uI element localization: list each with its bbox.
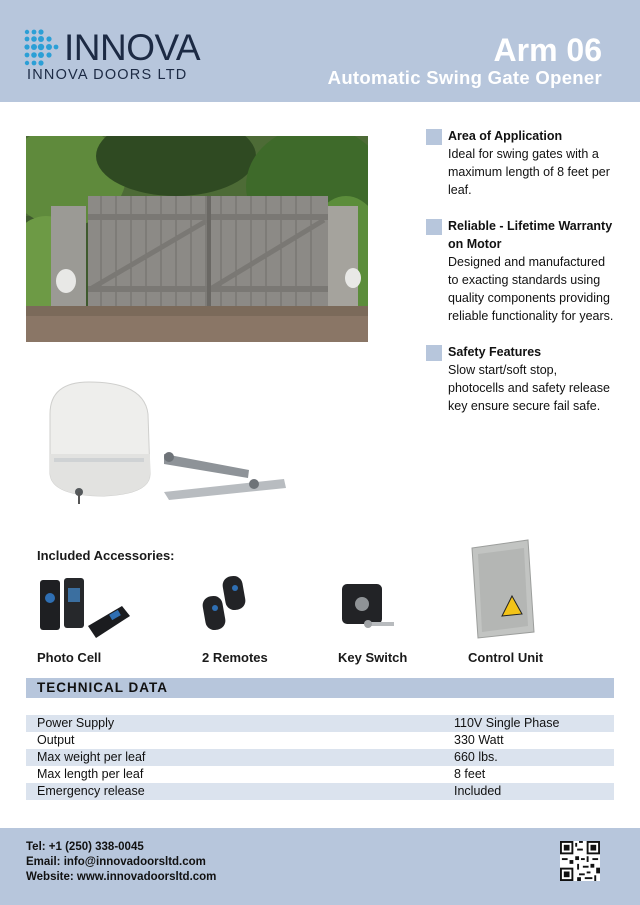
brand-logo[interactable] [24,26,214,88]
photo-cell-image [36,576,134,646]
spec-value: 330 Watt [454,733,504,747]
spec-label: Max weight per leaf [37,750,146,764]
remotes-image [198,574,254,634]
accessories-heading: Included Accessories: [37,548,175,563]
gate-opener-image [44,374,294,514]
logo-dots-icon [24,28,62,68]
contact-info [26,840,216,885]
table-row [26,732,614,749]
key-switch-image [338,580,400,636]
feature-title: Area of Application [448,129,563,143]
spec-label: Max length per leaf [37,767,144,781]
spec-value: Included [454,784,502,798]
table-row [26,715,614,732]
accessory-label: Control Unit [468,650,544,665]
spec-value: 110V Single Phase [454,716,560,730]
table-row [26,766,614,783]
page-subtitle: Automatic Swing Gate Opener [327,67,602,88]
email-link[interactable]: Email: info@innovadoorsltd.com [26,856,206,868]
footer-banner [0,828,640,905]
table-row [26,783,614,800]
table-row [26,749,614,766]
phone-link[interactable]: Tel: +1 (250) 338-0045 [26,841,144,853]
feature-item [426,127,616,199]
technical-data-table [26,715,614,800]
spec-label: Output [37,733,75,747]
page-title: Arm 06 [493,32,602,68]
control-unit-image [468,538,538,640]
spec-value: 8 feet [454,767,486,781]
accessory-label: 2 Remotes [202,650,268,665]
qr-code-icon[interactable] [560,841,600,881]
technical-data-title: TECHNICAL DATA [37,680,168,695]
feature-title: Safety Features [448,345,542,359]
accessory-label: Key Switch [338,650,408,665]
bullet-square-icon [426,129,442,145]
website-link[interactable]: Website: www.innovadoorsltd.com [26,871,217,883]
feature-title: Reliable - Lifetime Warranty on Motor [448,219,613,251]
feature-text: Ideal for swing gates with a maximum length of 8 feet per leaf. [448,147,610,197]
feature-item [426,217,616,325]
feature-text: Designed and manufactured to exacting standards using quality components providing reliable functionality for years. [448,255,614,323]
logo-wordmark: INNOVA [64,27,201,68]
bullet-square-icon [426,219,442,235]
gate-photo [26,136,368,342]
accessory-label: Photo Cell [37,650,102,665]
spec-label: Power Supply [37,716,115,730]
spec-value: 660 lbs. [454,750,498,764]
feature-text: Slow start/soft stop, photocells and safety release key ensure secure fail safe. [448,363,610,413]
technical-data-header [26,678,614,698]
spec-label: Emergency release [37,784,145,798]
feature-item [426,343,616,415]
header-banner [0,0,640,102]
feature-list [426,127,616,433]
title-block [328,32,602,88]
bullet-square-icon [426,345,442,361]
logo-company-name: INNOVA DOORS LTD [27,67,188,83]
